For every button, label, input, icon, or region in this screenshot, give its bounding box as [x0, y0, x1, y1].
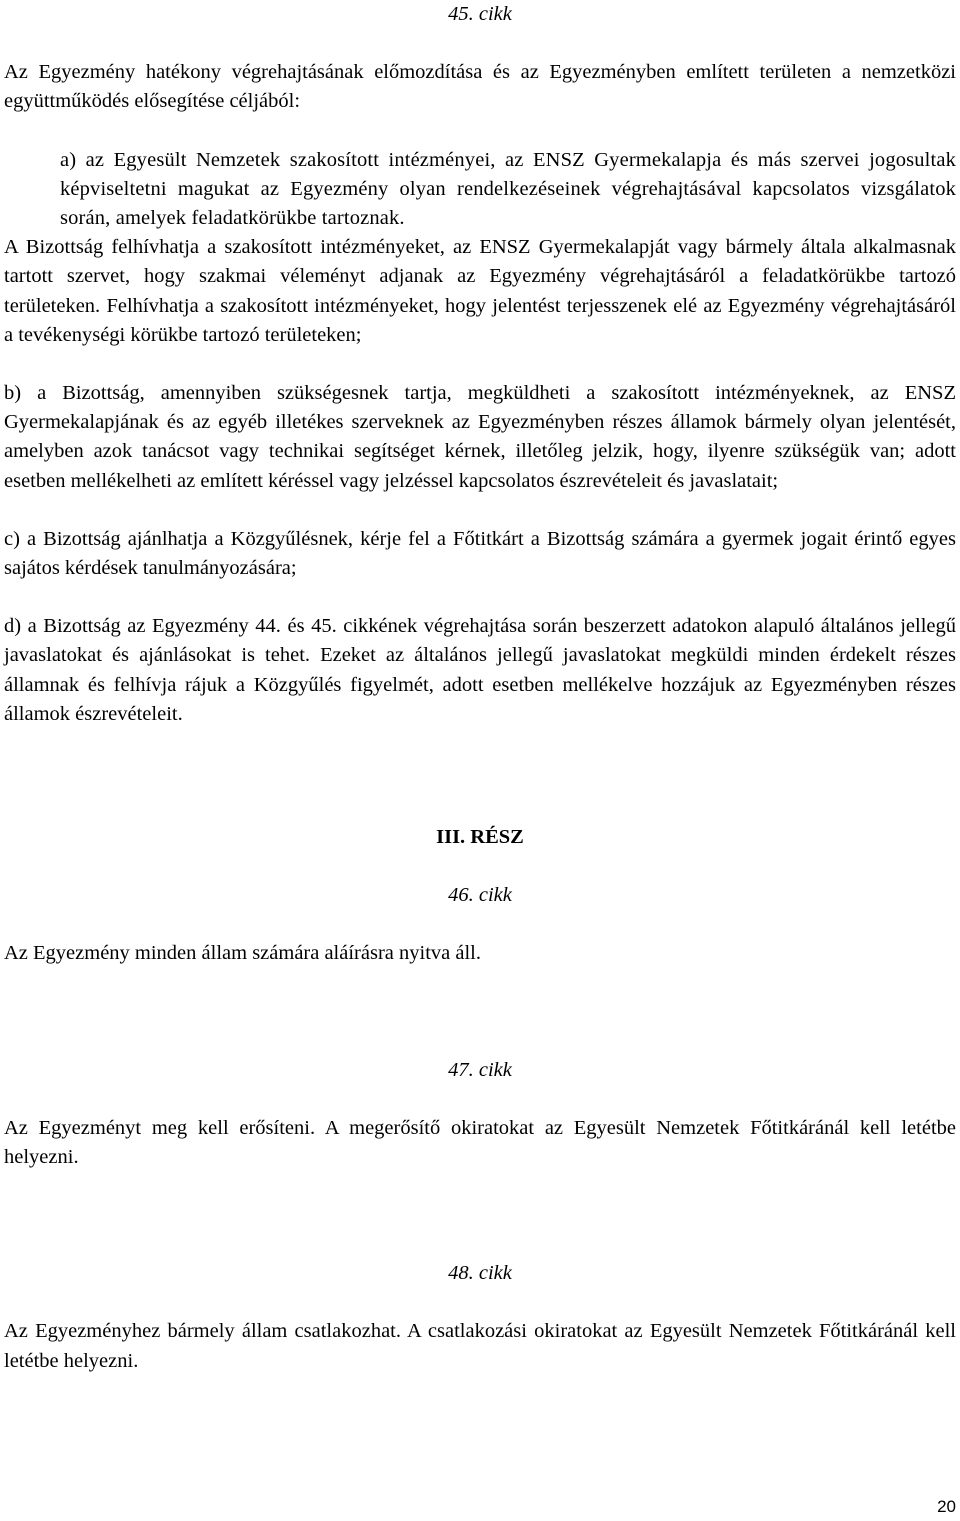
article-47-text: Az Egyezményt meg kell erősíteni. A megerősítő okiratokat az Egyesült Nemzetek Főtitkáránál kell letétbe helyezni.: [4, 1116, 956, 1169]
article-45-point-c: c) a Bizottság ajánlhatja a Közgyűlésnek, kérje fel a Főtitkárt a Bizottság számára a gyermek jogait érintő egyes sajátos kérdések tanulmányozására;: [4, 527, 956, 580]
point-a-text-3: Felhívhatja a szakosított intézményeket, hogy jelentést terjesszenek elé az Egyezmény végrehajtásáról a tevékenységi körükbe tartozó területeken;: [4, 294, 957, 346]
page-number: 20: [937, 1497, 956, 1516]
article-45-point-a: [4, 146, 956, 234]
article-45-heading: 45. cikk: [448, 3, 512, 25]
article-45-point-b: b) a Bizottság, amennyiben szükségesnek tartja, megküldheti a szakosított intézményeknek, az ENSZ Gyermekalapjának és az egyéb illetékes szerveknek az Egyezményben részes államok bármely olyan jelentését, amelyben azok tanácsot vagy technikai segítséget kérnek, illetőleg jelzik, hogy, ilyenre szükségük van; adott esetben mellékelheti az említett kéréssel vagy jelzéssel kapcsolatos észrevételeit és javaslatait;: [4, 382, 956, 492]
article-46-heading: 46. cikk: [448, 884, 512, 907]
article-45-intro: Az Egyezmény hatékony végrehajtásának előmozdítása és az Egyezményben említett területen a nemzetközi együttműködés elősegítése céljából:: [4, 61, 956, 113]
article-48-text: Az Egyezményhez bármely állam csatlakozhat. A csatlakozási okiratokat az Egyesült Nemzetek Főtitkáránál kell letétbe helyezni.: [4, 1320, 956, 1372]
part-3-heading: III. RÉSZ: [436, 826, 524, 849]
article-48-heading: 48. cikk: [448, 1262, 512, 1285]
point-a-text-2: A Bizottság felhívhatja a szakosított intézményeket, az ENSZ Gyermekalapját vagy bármely általa alkalmasnak tartott szervet, hogy szakmai véleményt adjanak az Egyezmény végrehajtásáról a feladatkörükbe tartozó területeken.: [4, 236, 956, 317]
article-47-heading: 47. cikk: [448, 1058, 512, 1081]
document-page: [4, 0, 956, 1376]
point-a-text-1: a) az Egyesült Nemzetek szakosított intézményei, az ENSZ Gyermekalapja és más szervei jogosultak képviseltetni magukat az Egyezmény olyan rendelkezéseinek végrehajtásával kapcsolatos vizsgálatok során, amelyek feladatkörükbe tartoznak.: [60, 148, 956, 230]
article-46-text: Az Egyezmény minden állam számára aláírásra nyitva áll.: [4, 942, 481, 965]
article-45-point-a-continued: [4, 233, 956, 350]
article-45-point-d: d) a Bizottság az Egyezmény 44. és 45. cikkének végrehajtása során beszerzett adatokon alapuló általános jellegű javaslatokat és ajánlásokat is tehet. Ezeket az általános jellegű javaslatokat megküldi minden érdekelt részes államnak és felhívja rájuk a Közgyűlés figyelmét, adott esetben mellékelve hozzájuk az Egyezményben részes államok észrevételeit.: [4, 615, 956, 725]
